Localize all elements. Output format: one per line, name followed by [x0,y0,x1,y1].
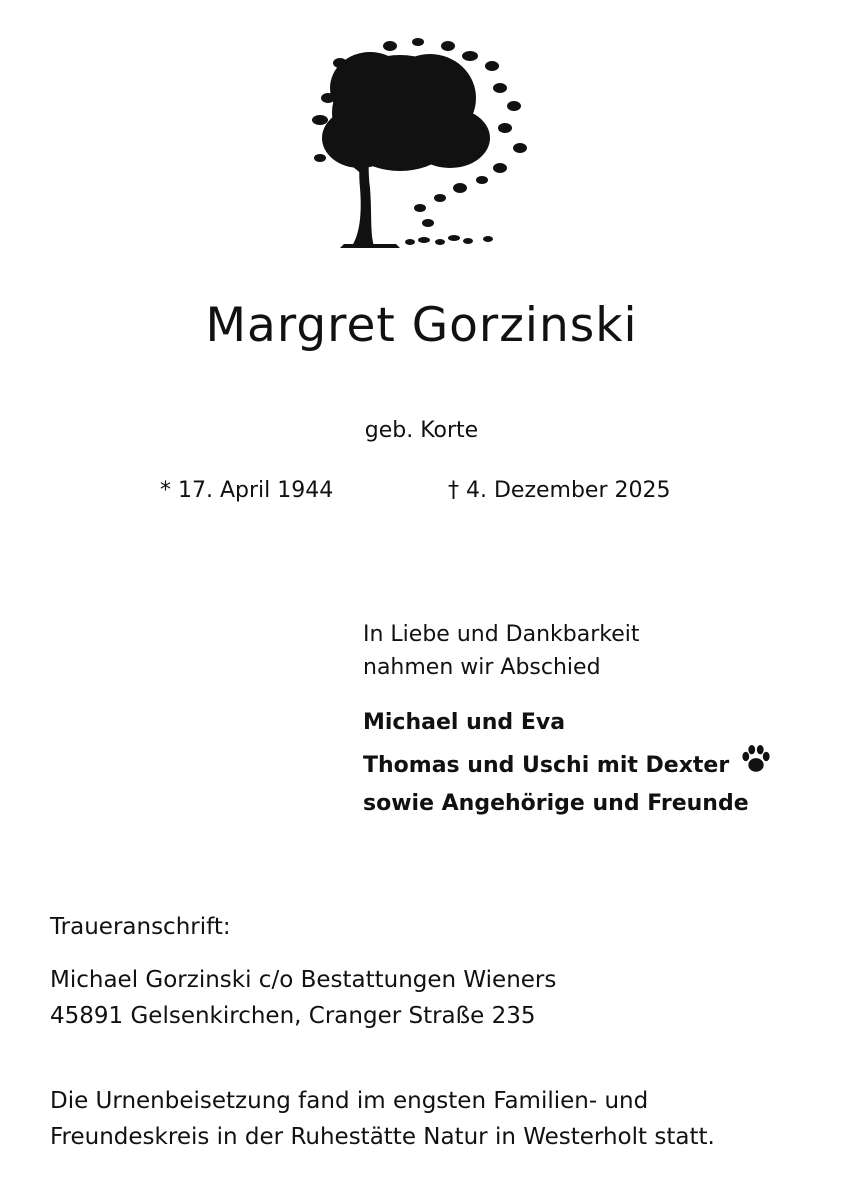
paw-print-icon [739,742,773,776]
mourning-intro [363,618,640,684]
tree-icon [300,28,540,253]
notice-line: Die Urnenbeisetzung fand im engsten Familien- und [50,1088,649,1114]
deceased-name: Margret Gorzinski [205,298,638,353]
address-line: 45891 Gelsenkirchen, Cranger Straße 235 [50,1003,536,1029]
intro-line: nahmen wir Abschied [363,655,601,680]
mourner-line-with-pet [363,742,773,785]
address-line: Michael Gorzinski c/o Bestattungen Wieners [50,967,557,993]
intro-line: In Liebe und Dankbarkeit [363,622,640,647]
address-label: Traueranschrift: [50,914,231,940]
notice-line: Freundeskreis in der Ruhestätte Natur in Westerholt statt. [50,1124,715,1150]
burial-notice [50,1083,715,1155]
birth-date: * 17. April 1944 [160,478,334,503]
mourners-list [363,704,773,823]
maiden-name: geb. Korte [364,418,479,443]
mourning-address [50,962,556,1034]
mourner-line: Thomas und Uschi mit Dexter [363,753,730,778]
mourner-line: sowie Angehörige und Freunde [363,791,749,816]
death-date: † 4. Dezember 2025 [448,478,671,503]
mourner-line: Michael und Eva [363,710,566,735]
